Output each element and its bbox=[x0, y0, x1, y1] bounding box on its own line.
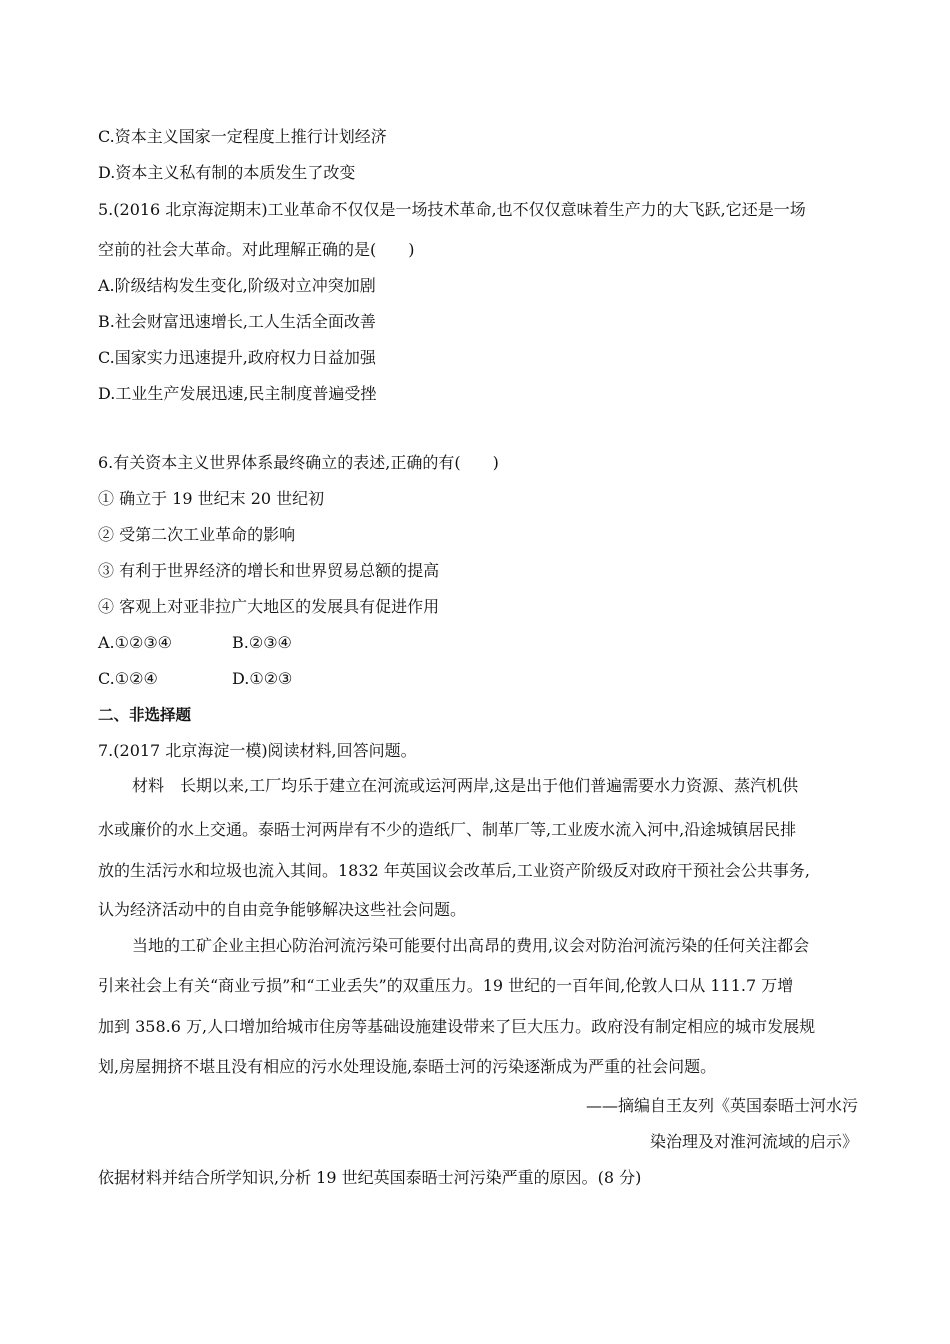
q6-statement-3: ③ 有利于世界经济的增长和世界贸易总额的提高 bbox=[98, 561, 440, 580]
q5-option-c: C.国家实力迅速提升,政府权力日益加强 bbox=[98, 348, 376, 367]
q7-material-p2-line3: 加到 358.6 万,人口增加给城市住房等基础设施建设带来了巨大压力。政府没有制定相应的城市发展规 bbox=[98, 1017, 816, 1036]
q7-material-p1-line2: 水或廉价的水上交通。泰晤士河两岸有不少的造纸厂、制革厂等,工业废水流入河中,沿途城镇居民排 bbox=[98, 820, 797, 839]
q7-material-p2-line1: 当地的工矿企业主担心防治河流污染可能要付出高昂的费用,议会对防治河流污染的任何关注都会 bbox=[132, 936, 810, 955]
q5-stem-line2: 空前的社会大革命。对此理解正确的是( ) bbox=[98, 240, 415, 259]
q7-source-line1: ——摘编自王友列《英国泰晤士河水污 bbox=[585, 1096, 858, 1115]
q6-statement-4: ④ 客观上对亚非拉广大地区的发展具有促进作用 bbox=[98, 597, 440, 616]
q6-options-row1 bbox=[98, 632, 358, 654]
q5-stem-line1: 5.(2016 北京海淀期末)工业革命不仅仅是一场技术革命,也不仅仅意味着生产力的大飞跃,它还是一场 bbox=[98, 200, 806, 219]
option-c-prev: C.资本主义国家一定程度上推行计划经济 bbox=[98, 127, 387, 146]
q6-option-c: C.①②④ bbox=[98, 669, 158, 688]
q7-task: 依据材料并结合所学知识,分析 19 世纪英国泰晤士河污染严重的原因。(8 分) bbox=[98, 1168, 642, 1187]
q6-statement-1: ① 确立于 19 世纪末 20 世纪初 bbox=[98, 489, 325, 508]
q7-stem: 7.(2017 北京海淀一模)阅读材料,回答问题。 bbox=[98, 741, 417, 760]
q7-material-p1-line1: 材料 长期以来,工厂均乐于建立在河流或运河两岸,这是出于他们普遍需要水力资源、蒸汽机供 bbox=[132, 776, 799, 795]
q7-material-p1-line3: 放的生活污水和垃圾也流入其间。1832 年英国议会改革后,工业资产阶级反对政府干预社会公共事务, bbox=[98, 861, 810, 880]
q5-option-a: A.阶级结构发生变化,阶级对立冲突加剧 bbox=[98, 276, 376, 295]
q6-option-d: D.①②③ bbox=[232, 669, 293, 688]
q5-option-d: D.工业生产发展迅速,民主制度普遍受挫 bbox=[98, 384, 377, 403]
q6-statement-2: ② 受第二次工业革命的影响 bbox=[98, 525, 296, 544]
q7-material-p2-line4: 划,房屋拥挤不堪且没有相应的污水处理设施,泰晤士河的污染逐渐成为严重的社会问题。 bbox=[98, 1057, 717, 1076]
q7-material-p1-line4: 认为经济活动中的自由竞争能够解决这些社会问题。 bbox=[98, 900, 467, 919]
q6-stem: 6.有关资本主义世界体系最终确立的表述,正确的有( ) bbox=[98, 453, 499, 472]
q6-option-a: A.①②③④ bbox=[98, 633, 173, 652]
q5-option-b: B.社会财富迅速增长,工人生活全面改善 bbox=[98, 312, 376, 331]
q6-options-row2 bbox=[98, 668, 358, 690]
section-heading: 二、非选择题 bbox=[98, 706, 192, 724]
option-d-prev: D.资本主义私有制的本质发生了改变 bbox=[98, 163, 356, 182]
q7-material-p2-line2: 引来社会上有关“商业亏损”和“工业丢失”的双重压力。19 世纪的一百年间,伦敦人口从 111.7 万增 bbox=[98, 976, 794, 995]
q7-source-line2: 染治理及对淮河流域的启示》 bbox=[649, 1132, 858, 1151]
q6-option-b: B.②③④ bbox=[232, 633, 292, 652]
